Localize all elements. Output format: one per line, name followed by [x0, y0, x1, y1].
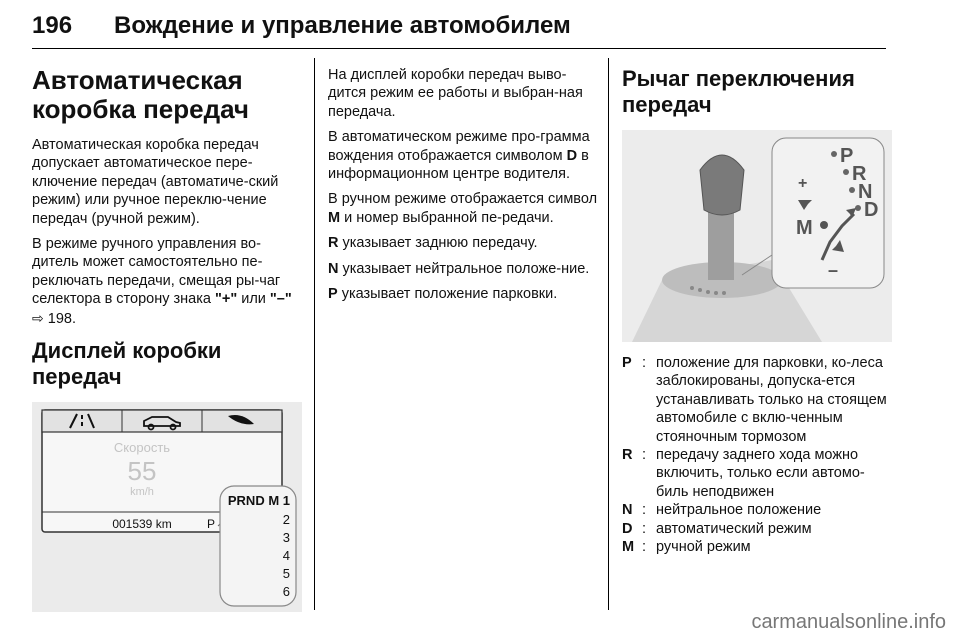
- odometer: 001539 km: [112, 517, 172, 532]
- paragraph-reverse: R указывает заднюю передачу.: [328, 235, 538, 252]
- subsection-title: Дисплей коробки передач: [32, 338, 222, 390]
- column-divider-1: [314, 58, 315, 610]
- gear-row: PRND M 1: [227, 493, 290, 509]
- transmission-display-illustration: [32, 402, 302, 612]
- section-title-lever: Рычаг переключения передач: [622, 66, 855, 117]
- page-reference[interactable]: 198.: [43, 310, 76, 327]
- column-2: [328, 60, 598, 310]
- svg-text:4: 4: [282, 548, 290, 564]
- paragraph-manual-display: В ручном режиме отображается символ M и номер выбранной пе-редачи.: [328, 191, 598, 226]
- definition-row: N : нейтральное положение: [622, 502, 822, 519]
- definition-row: R : передачу заднего хода можно включить, только если автомо-биль неподвижен: [622, 447, 865, 500]
- column-divider-2: [608, 58, 609, 610]
- paragraph-manual-mode: В режиме ручного управления во-дитель может самостоятельно пе-реключать передачи, смещая ры-чаг селектора в сторону знака "+" или "–" ⇨ 198.: [32, 236, 292, 327]
- definition-row: D : автоматический режим: [622, 520, 812, 537]
- lever-label-minus: –: [828, 260, 839, 280]
- svg-text:5: 5: [282, 566, 290, 582]
- lever-label-r: R: [852, 163, 867, 185]
- page-header: [32, 8, 886, 48]
- header-rule: [32, 48, 886, 49]
- lever-label-d: D: [864, 199, 879, 221]
- watermark: carmanualsonline.info: [751, 611, 946, 633]
- svg-text:2: 2: [282, 512, 290, 528]
- reference-arrow-icon: ⇨: [32, 309, 44, 326]
- lever-label-m: M: [796, 217, 813, 239]
- lever-label-plus: +: [798, 175, 808, 192]
- gear-definitions: [622, 354, 888, 556]
- lever-label-p: P: [840, 145, 854, 167]
- paragraph-park: P указывает положение парковки.: [328, 286, 558, 303]
- definition-row: M : ручной режим: [622, 539, 751, 556]
- column-1: [32, 60, 304, 612]
- column-3: [622, 60, 888, 556]
- paragraph-display: На дисплей коробки передач выво-дится режим ее работы и выбран-ная передача.: [328, 67, 583, 120]
- lever-label-n: N: [858, 181, 873, 203]
- speed-label: Скорость: [113, 440, 171, 456]
- svg-text:3: 3: [282, 530, 290, 546]
- speed-unit: km/h: [130, 486, 154, 499]
- paragraph-intro: Автоматическая коробка передач допускает автоматическое пере-ключение передач (автоматиче-ский режим) или ручное переклю-чение передач (ручной режим).: [32, 137, 279, 227]
- lever-knob: [700, 155, 744, 215]
- paragraph-auto-mode: В автоматическом режиме про-грамма вождения отображается символом D в информационном центре водителя.: [328, 129, 590, 183]
- svg-text:6: 6: [282, 584, 290, 600]
- page-number: 196: [32, 12, 73, 39]
- section-title: Автоматическая коробка передач: [32, 65, 249, 124]
- gear-indicator: P: [207, 517, 216, 532]
- definition-row: P : положение для парковки, ко-леса заблокированы, допуска-ется устанавливать только на стоящем автомобиле с вклю-ченным стояночным тормозом: [622, 355, 887, 445]
- paragraph-neutral: N указывает нейтральное положе-ние.: [328, 260, 590, 277]
- chapter-title: Вождение и управление автомобилем: [114, 12, 571, 39]
- gear-lever-illustration: [622, 130, 892, 342]
- speed-value: 55: [127, 456, 157, 487]
